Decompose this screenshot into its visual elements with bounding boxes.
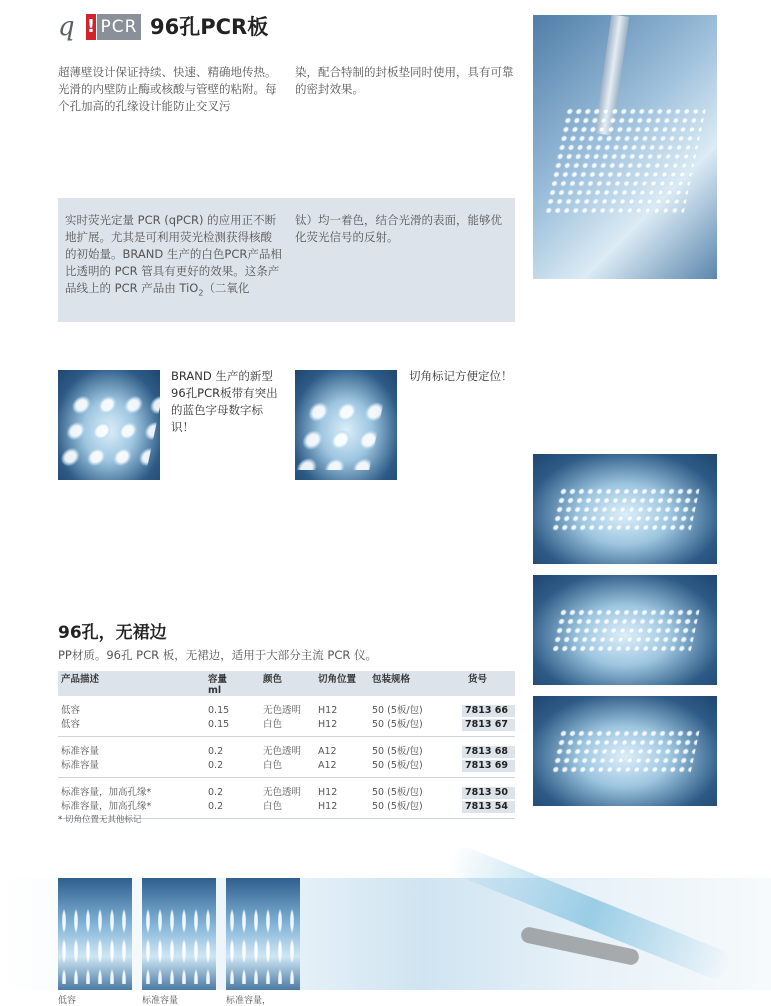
intro-text-col1: 超薄壁设计保证持续、快速、精确地传热。光滑的内壁防止酶或核酸与管壁的粘附。每个孔加高的孔缘设计能防止交叉污 [58, 65, 277, 113]
cell-volume: 0.15 [208, 705, 230, 716]
info-text-subscript: 2 [198, 288, 204, 298]
cell-color: 白色 [263, 801, 283, 812]
table-group-standard [58, 737, 515, 778]
banner-tube-shape [445, 843, 734, 983]
cell-desc: 标准容量 [61, 746, 100, 757]
plate-photo-low-profile [533, 454, 717, 564]
info-text-col1-main: 实时荧光定量 PCR (qPCR) 的应用正不断地扩展。尤其是可利用荧光检测获得核酸的初始量。BRAND 生产的白色PCR产品相比透明的 PCR 管具有更好的效果。这条产品线上的 PCR 产品由 TiO [65, 213, 282, 295]
cell-volume: 0.2 [208, 787, 224, 798]
header-corner: 切角位置 [318, 674, 357, 685]
cell-color: 无色透明 [263, 746, 302, 757]
cell-volume: 0.2 [208, 760, 224, 771]
footnote: * 切角位置无其他标记 [58, 815, 142, 825]
info-text-col1-end: （二氧化 [203, 281, 250, 295]
section-subtitle: PP材质。96孔 PCR 板，无裙边，适用于大部分主流 PCR 仪。 [58, 648, 378, 662]
product-table [58, 671, 515, 819]
cell-color: 白色 [263, 760, 283, 771]
header-cat: 货号 [468, 674, 488, 685]
cell-cat: 7813 68 [462, 746, 515, 758]
cell-corner: H12 [318, 719, 338, 730]
tube-photo-raised [226, 878, 300, 990]
cell-color: 无色透明 [263, 787, 302, 798]
cell-pack: 50 (5板/包) [372, 705, 423, 716]
cell-corner: H12 [318, 801, 338, 812]
cell-pack: 50 (5板/包) [372, 760, 423, 771]
page-title: 96孔PCR板 [150, 15, 269, 39]
logo-pcr: PCR [97, 14, 141, 40]
header-pack: 包装规格 [372, 674, 411, 685]
tube-label-standard: 标准容量 [142, 996, 179, 1006]
caption-alphanumeric: BRAND 生产的新型96孔PCR板带有突出的蓝色字母数字标识！ [171, 369, 278, 434]
tube-photo-low [58, 878, 132, 990]
info-text-col1 [65, 212, 283, 301]
table-row [58, 759, 515, 773]
cell-desc: 标准容量，加高孔缘* [61, 801, 152, 812]
cell-pack: 50 (5板/包) [372, 719, 423, 730]
cell-cat: 7813 67 [462, 719, 515, 731]
cell-corner: A12 [318, 746, 337, 757]
cell-pack: 50 (5板/包) [372, 787, 423, 798]
header-volume-unit: ml [208, 685, 222, 696]
plate-photo-raised-rim [533, 696, 717, 806]
header-volume-label: 容量 [208, 674, 228, 685]
alphanumeric-plate-photo [58, 370, 160, 480]
cell-desc: 标准容量，加高孔缘* [61, 787, 152, 798]
cut-corner-plate-photo [295, 370, 397, 480]
cell-corner: A12 [318, 760, 337, 771]
plate-photo-standard [533, 575, 717, 685]
cell-cat: 7813 69 [462, 760, 515, 772]
cell-corner: H12 [318, 787, 338, 798]
cell-corner: H12 [318, 705, 338, 716]
tube-photo-standard [142, 878, 216, 990]
cell-desc: 低容 [61, 719, 81, 730]
cell-desc: 低容 [61, 705, 81, 716]
cell-cat: 7813 54 [462, 801, 515, 813]
cell-cat: 7813 50 [462, 787, 515, 799]
header-color: 颜色 [263, 674, 283, 685]
table-row [58, 718, 515, 732]
table-row [58, 745, 515, 759]
cell-pack: 50 (5板/包) [372, 746, 423, 757]
cell-color: 无色透明 [263, 705, 302, 716]
cell-volume: 0.2 [208, 746, 224, 757]
header-volume [208, 674, 227, 696]
tube-label-raised: 标准容量， [226, 996, 272, 1006]
tube-label-low: 低容 [58, 996, 77, 1006]
info-text-col2: 钛）均一着色，结合光滑的表面，能够优化荧光信号的反射。 [295, 213, 502, 244]
table-header [58, 671, 515, 696]
table-row [58, 786, 515, 800]
section-title: 96孔，无裙边 [58, 623, 167, 643]
cell-volume: 0.2 [208, 801, 224, 812]
table-group-low-profile [58, 696, 515, 737]
caption-cut-corner: 切角标记方便定位！ [409, 369, 513, 383]
logo-q: q [58, 12, 75, 42]
table-row [58, 800, 515, 814]
header-desc: 产品描述 [61, 674, 100, 685]
cell-desc: 标准容量 [61, 760, 100, 771]
cell-pack: 50 (5板/包) [372, 801, 423, 812]
cell-cat: 7813 66 [462, 705, 515, 717]
logo-exclamation: ! [86, 14, 96, 40]
cell-volume: 0.15 [208, 719, 230, 730]
cell-color: 白色 [263, 719, 283, 730]
pipette-plate-photo [533, 15, 717, 279]
intro-text-col2: 染，配合特制的封板垫同时使用，具有可靠的密封效果。 [295, 65, 514, 96]
table-row [58, 704, 515, 718]
